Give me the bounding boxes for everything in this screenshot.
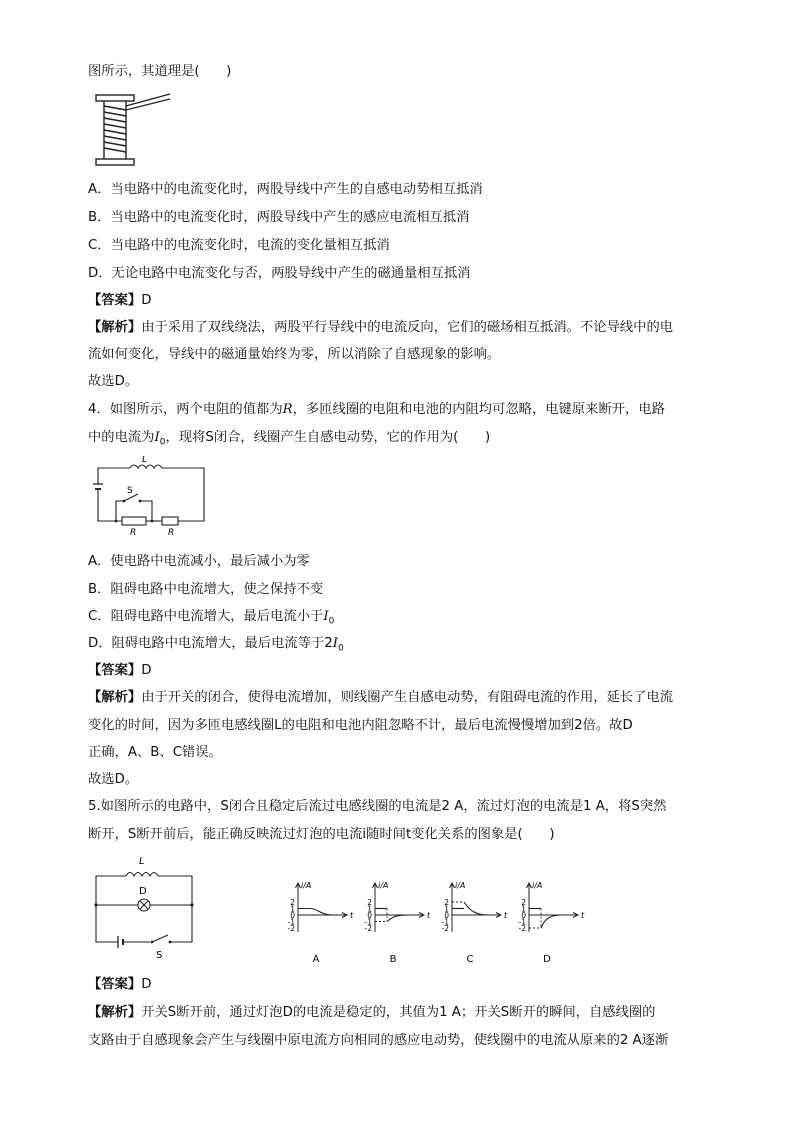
- q5-stem-line-2: 断开，S断开前后，能正确反映流过灯泡的电流i随时间t变化关系的图象是( ): [88, 827, 555, 842]
- q4-option-c: C．阻碍电路中电流增大，最后电流小于$I_0$: [88, 609, 335, 627]
- tick-label: 1: [367, 904, 372, 914]
- tick-label: -2: [287, 924, 295, 933]
- x-axis-label: t: [427, 911, 431, 920]
- q5-analysis-line-2: 支路由于自感现象会产生与线圈中原电流方向相同的感应电动势，使线圈中的电流从原来的2 A逐渐: [88, 1033, 669, 1048]
- q5-circuit-figure: [92, 850, 202, 962]
- tick-label: 0: [444, 911, 449, 920]
- q3-conclusion: 故选D。: [88, 374, 139, 389]
- analysis-tag: 【解析】: [88, 320, 142, 335]
- q4-analysis-line-2: 变化的时间，因为多匝电感线圈L的电阻和电池内阻忽略不计，最后电流慢慢增加到2倍。故D: [88, 718, 633, 733]
- q3-analysis-line-2: 流如何变化，导线中的磁通量始终为零，所以消除了自感现象的影响。: [88, 347, 501, 362]
- q3-option-d: D．无论电路中电流变化与否，两股导线中产生的磁通量相互抵消: [88, 266, 471, 281]
- label-R2: R: [168, 528, 175, 536]
- q5-stem-line-1: 5.如图所示的电路中，S闭合且稳定后流过电感线圈的电流是2 A，流过灯泡的电流是1 A，将S突然: [88, 799, 667, 814]
- q5-analysis-line-1: 【解析】开关S断开前，通过灯泡D的电流是稳定的，其值为1 A；开关S断开的瞬间，自感线圈的: [88, 1005, 656, 1020]
- tick-label: -1: [518, 917, 526, 927]
- q3-stem-tail: 图所示，其道理是( ): [88, 64, 232, 79]
- q4-conclusion: 故选D。: [88, 772, 139, 787]
- q5-answer-graphs: [282, 880, 594, 966]
- q3-option-b: B．当电路中的电流变化时，两股导线中产生的感应电流相互抵消: [88, 210, 470, 225]
- tick-label: 1: [444, 904, 449, 914]
- q3-option-c: C．当电路中的电流变化时，电流的变化量相互抵消: [88, 238, 390, 253]
- tick-label: -1: [287, 917, 295, 927]
- graph-name: C: [466, 954, 474, 965]
- tick-label: 1: [521, 904, 526, 914]
- tick-label: 0: [290, 911, 295, 920]
- q4-analysis-line-3: 正确，A、B、C错误。: [88, 745, 222, 760]
- q5-answer: [88, 975, 151, 995]
- analysis-tag: 【解析】: [88, 1005, 142, 1020]
- q4-stem-line-1: 4．如图所示，两个电阻的值都为R，多匝线圈的电阻和电池的内阻均可忽略，电键原来断开，电路: [88, 402, 665, 417]
- tick-label: -2: [441, 924, 449, 933]
- tick-label: 0: [521, 911, 526, 920]
- label-L: L: [142, 456, 148, 465]
- tick-label: 2: [367, 898, 372, 907]
- q3-option-a: A．当电路中的电流变化时，两股导线中产生的自感电动势相互抵消: [88, 182, 483, 197]
- graph-b: [365, 881, 431, 965]
- label-S: S: [156, 950, 163, 961]
- answer-value: D: [141, 663, 152, 678]
- label-L: L: [139, 856, 145, 867]
- tick-label: 1: [290, 904, 295, 914]
- x-axis-label: t: [350, 911, 354, 920]
- q4-answer: [88, 661, 151, 681]
- answer-value: D: [141, 977, 152, 992]
- analysis-tag: 【解析】: [88, 690, 142, 705]
- graph-c: [442, 881, 508, 965]
- tick-label: 0: [367, 911, 372, 920]
- tick-label: -1: [364, 917, 372, 927]
- x-axis-label: t: [581, 911, 585, 920]
- graph-name: A: [312, 954, 320, 965]
- answer-tag: 【答案】: [88, 977, 142, 992]
- tick-label: -2: [518, 924, 526, 933]
- y-axis-label: i/A: [301, 881, 312, 890]
- y-axis-label: i/A: [455, 881, 466, 890]
- q3-analysis-line-1: 【解析】由于采用了双线绕法，两股平行导线中的电流反向，它们的磁场相互抵消。不论导线中的电: [88, 320, 674, 335]
- graph-name: D: [543, 954, 551, 965]
- answer-value: D: [141, 293, 152, 308]
- y-axis-label: i/A: [532, 881, 543, 890]
- tick-label: -1: [441, 917, 449, 927]
- graph-a: [288, 881, 354, 965]
- x-axis-label: t: [504, 911, 508, 920]
- q4-circuit-figure: [92, 456, 210, 536]
- tick-label: 2: [521, 898, 526, 907]
- label-R1: R: [130, 528, 137, 536]
- y-axis-label: i/A: [378, 881, 389, 890]
- graph-name: B: [389, 954, 397, 965]
- q3-answer: [88, 291, 151, 311]
- q4-option-d: D．阻碍电路中电流增大，最后电流等于$2I_0$: [88, 636, 344, 654]
- graph-d: [519, 881, 585, 965]
- q4-analysis-line-1: 【解析】由于开关的闭合，使得电流增加，则线圈产生自感电动势，有阻碍电流的作用，延长了电流: [88, 690, 674, 705]
- answer-tag: 【答案】: [88, 663, 142, 678]
- tick-label: -2: [364, 924, 372, 933]
- q3-bifilar-coil-figure: [92, 92, 172, 172]
- q4-option-b: B．阻碍电路中电流增大，使之保持不变: [88, 582, 324, 597]
- tick-label: 2: [444, 898, 449, 907]
- q4-option-a: A．使电路中电流减小，最后减小为零: [88, 554, 310, 569]
- label-D: D: [139, 886, 147, 897]
- q4-stem-line-2: 中的电流为$I_0$，现将S闭合，线圈产生自感电动势，它的作用为( ): [88, 430, 491, 448]
- label-S: S: [127, 486, 133, 496]
- tick-label: 2: [290, 898, 295, 907]
- answer-tag: 【答案】: [88, 293, 142, 308]
